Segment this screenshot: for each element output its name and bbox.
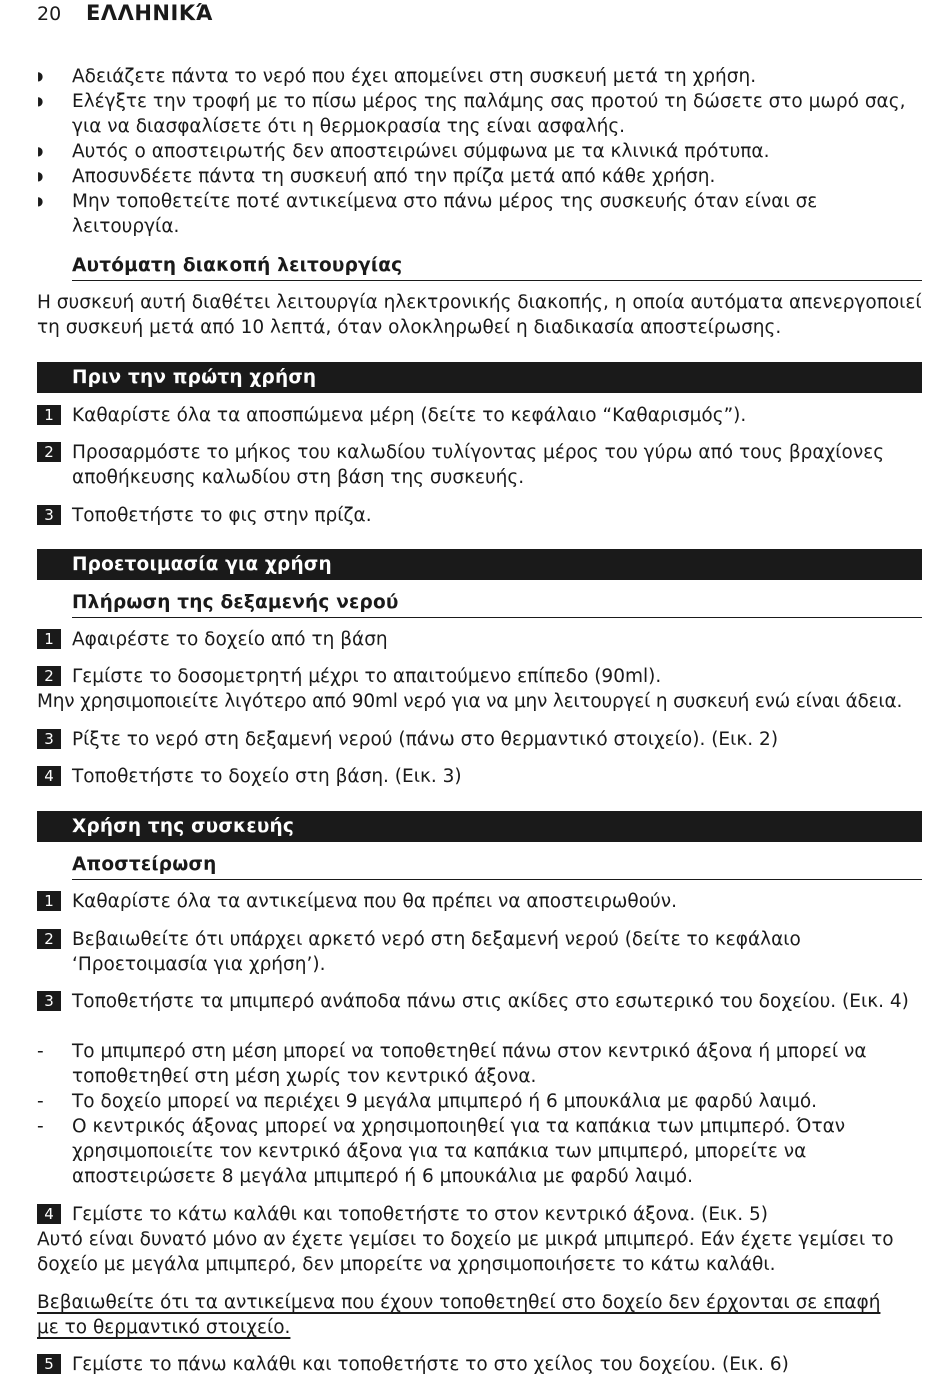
page-number: 20	[37, 3, 62, 25]
step-item: 1 Αφαιρέστε το δοχείο από τη βάση	[37, 627, 922, 652]
step-item: 4 Γεμίστε το κάτω καλάθι και τοποθετήστε το στον κεντρικό άξονα. (Εικ. 5)	[37, 1202, 922, 1227]
step-number: 1	[37, 891, 61, 911]
step-number: 2	[37, 442, 61, 462]
step-item: 2 Βεβαιωθείτε ότι υπάρχει αρκετό νερό στη δεξαμενή νερού (δείτε το κεφάλαιο ‘Προετοιμασία για χρήση’).	[37, 927, 922, 977]
step-number: 4	[37, 1204, 61, 1224]
bullet-icon: ◗	[37, 194, 44, 208]
section-preparing: Προετοιμασία για χρήση	[37, 549, 922, 580]
intro-bullet-list	[37, 64, 922, 239]
step-item: 2 Γεμίστε το δοσομετρητή μέχρι το απαιτούμενο επίπεδο (90ml).	[37, 664, 922, 689]
step-item: 4 Τοποθετήστε το δοχείο στη βάση. (Εικ. 3)	[37, 764, 922, 789]
list-item: ◗ Αδειάζετε πάντα το νερό που έχει απομείνει στη συσκευή μετά τη χρήση.	[37, 66, 757, 87]
dash-icon: -	[37, 1116, 44, 1137]
dash-icon: -	[37, 1091, 44, 1112]
note-small-bottles: Αυτό είναι δυνατό μόνο αν έχετε γεμίσει το δοχείο με μικρά μπιμπερό. Εάν έχετε γεμίσει το δοχείο με μεγάλα μπιμπερό, δεν μπορείτε να χρησιμοποιήσετε το κάτω καλάθι.	[37, 1229, 894, 1275]
step-item: 3 Τοποθετήστε το φις στην πρίζα.	[37, 503, 922, 528]
subheading-auto-shutoff: Αυτόματη διακοπή λειτουργίας	[72, 253, 922, 281]
list-item: ◗ Αποσυνδέετε πάντα τη συσκευή από την πρίζα μετά από κάθε χρήση.	[37, 166, 716, 187]
bullet-icon: ◗	[37, 169, 44, 183]
warning-heating-element: Βεβαιωθείτε ότι τα αντικείμενα που έχουν τοποθετηθεί στο δοχείο δεν έρχονται σε επαφή με το θερμαντικό στοιχείο.	[37, 1292, 881, 1338]
subheading-sterilisation: Αποστείρωση	[72, 852, 922, 880]
step-number: 3	[37, 729, 61, 749]
dash-list	[37, 1039, 922, 1189]
step-item: 1 Καθαρίστε όλα τα αποσπώμενα μέρη (δείτε το κεφάλαιο “Καθαρισμός”).	[37, 403, 922, 428]
list-item: ◗ Αυτός ο αποστειρωτής δεν αποστειρώνει σύμφωνα με τα κλινικά πρότυπα.	[37, 141, 770, 162]
step-number: 2	[37, 666, 61, 686]
dash-icon: -	[37, 1041, 44, 1062]
step-number: 3	[37, 505, 61, 525]
bullet-icon: ◗	[37, 69, 44, 83]
auto-shutoff-text: Η συσκευή αυτή διαθέτει λειτουργία ηλεκτρονικής διακοπής, η οποία αυτόματα απενεργοποιεί τη συσκευή μετά από 10 λεπτά, όταν ολοκληρωθεί η διαδικασία αποστείρωσης.	[37, 292, 922, 338]
step-number: 4	[37, 766, 61, 786]
section-using: Χρήση της συσκευής	[37, 811, 922, 842]
step-item: 2 Προσαρμόστε το μήκος του καλωδίου τυλίγοντας μέρος του γύρω από τους βραχίονες αποθήκευσης καλωδίου στη βάση της συσκευής.	[37, 440, 922, 490]
bullet-icon: ◗	[37, 94, 44, 108]
step-item: 3 Ρίξτε το νερό στη δεξαμενή νερού (πάνω στο θερμαντικό στοιχείο). (Εικ. 2)	[37, 727, 922, 752]
subheading-filling-tank: Πλήρωση της δεξαμενής νερού	[72, 590, 922, 618]
step-number: 2	[37, 929, 61, 949]
step-number: 1	[37, 629, 61, 649]
step-item: 5 Γεμίστε το πάνω καλάθι και τοποθετήστε το στο χείλος του δοχείου. (Εικ. 6)	[37, 1352, 922, 1377]
list-item: - Το δοχείο μπορεί να περιέχει 9 μεγάλα μπιμπερό ή 6 μπουκάλια με φαρδύ λαιμό.	[37, 1091, 818, 1112]
step-item: 3 Τοποθετήστε τα μπιμπερό ανάποδα πάνω στις ακίδες στο εσωτερικό του δοχείου. (Εικ. 4)	[37, 989, 922, 1014]
step-item: 1 Καθαρίστε όλα τα αντικείμενα που θα πρέπει να αποστειρωθούν.	[37, 889, 922, 914]
list-item: ◗ Ελέγξτε την τροφή με το πίσω μέρος της παλάμης σας προτού τη δώσετε στο μωρό σας, για να διασφαλίσετε ότι η θερμοκρασία της είναι ασφαλής.	[37, 91, 906, 137]
list-item: - Το μπιμπερό στη μέση μπορεί να τοποθετηθεί πάνω στον κεντρικό άξονα ή μπορεί να τοποθετηθεί στη μέση χωρίς τον κεντρικό άξονα.	[37, 1041, 867, 1087]
page-language-title: ΕΛΛΗΝΙΚΆ	[86, 1, 213, 25]
section-before-first-use: Πριν την πρώτη χρήση	[37, 362, 922, 393]
step-number: 5	[37, 1354, 61, 1374]
step-number: 3	[37, 991, 61, 1011]
list-item: - Ο κεντρικός άξονας μπορεί να χρησιμοποιηθεί για τα καπάκια των μπιμπερό. Όταν χρησιμοποιείτε τον κεντρικό άξονα για τα καπάκια των μπιμπερό, μπορείτε να αποστειρώσετε 8 μεγάλα μπιμπερό ή 6 μπουκάλια με φαρδύ λαιμό.	[37, 1116, 846, 1187]
bullet-icon: ◗	[37, 144, 44, 158]
list-item: ◗ Μην τοποθετείτε ποτέ αντικείμενα στο πάνω μέρος της συσκευής όταν είναι σε λειτουργία.	[37, 191, 818, 237]
note-minimum-water: Μην χρησιμοποιείτε λιγότερο από 90ml νερό για να μην λειτουργεί η συσκευή ενώ είναι άδεια.	[37, 691, 903, 712]
step-number: 1	[37, 405, 61, 425]
